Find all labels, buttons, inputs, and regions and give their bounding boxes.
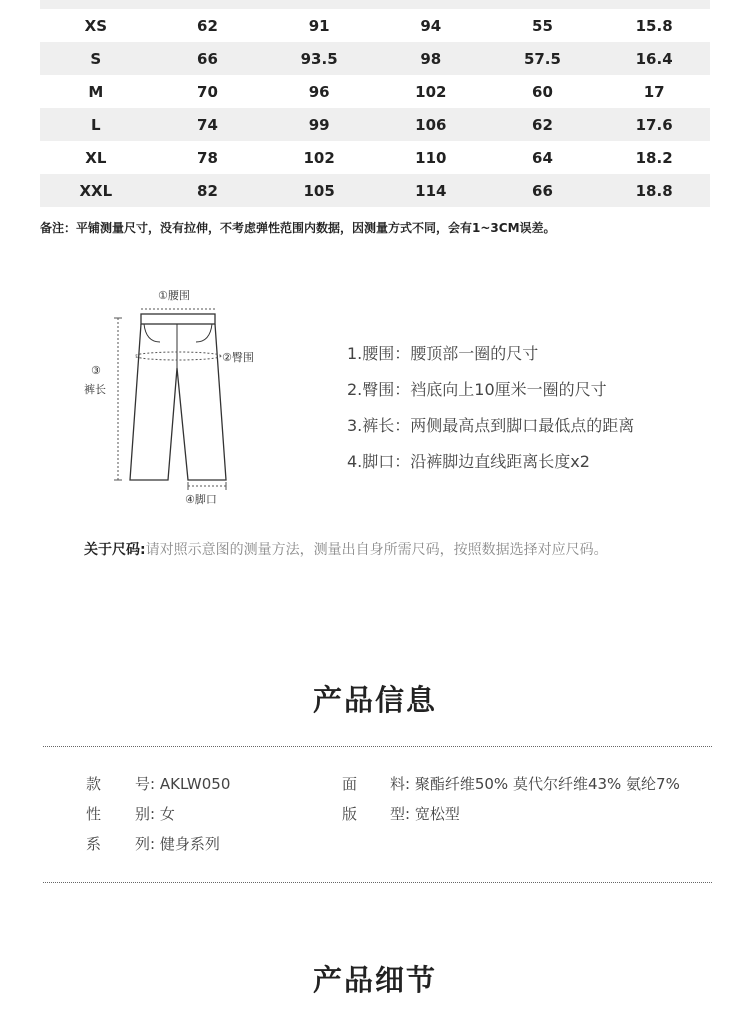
size-guide-body: 请对照示意图的测量方法，测量出自身所需尺码，按照数据选择对应尺码。: [145, 542, 608, 558]
info-value: 健身系列: [159, 835, 220, 853]
info-value: 宽松型: [414, 805, 460, 823]
info-key-suffix: 列:: [135, 835, 156, 853]
table-cell: 96: [308, 82, 330, 101]
info-key-char: 性: [86, 805, 102, 823]
pants-outline-icon: [80, 282, 280, 512]
table-cell: 66: [487, 174, 599, 207]
divider: [43, 746, 712, 747]
waist-label: ①腰围: [158, 289, 190, 302]
info-value: 女: [159, 805, 175, 823]
info-value: 聚酯纤维50% 莫代尔纤维43% 氨纶7%: [414, 775, 680, 793]
table-cell: 94: [420, 16, 442, 35]
size-cell: S: [40, 42, 152, 75]
size-guide-label: 关于尺码:: [84, 542, 146, 558]
divider: [43, 882, 712, 883]
table-cell: 91: [308, 16, 330, 35]
info-row: [86, 799, 726, 829]
table-cell: 70: [197, 82, 218, 101]
table-cell: 18.2: [635, 148, 673, 167]
table-cell: 74: [152, 108, 264, 141]
length-label: 裤长: [84, 383, 106, 396]
table-row: [40, 174, 710, 207]
product-info-title: 产品信息: [312, 683, 437, 717]
info-key-value: [390, 769, 680, 799]
size-cell: XL: [85, 148, 107, 167]
table-cell: 102: [303, 148, 335, 167]
size-cell: XXL: [40, 174, 152, 207]
info-key-suffix: 号:: [135, 775, 156, 793]
table-cell: 102: [415, 82, 447, 101]
table-cell: 106: [375, 108, 487, 141]
info-key-value: [135, 829, 220, 859]
size-cell: L: [40, 108, 152, 141]
table-cell: 82: [152, 174, 264, 207]
info-key-char: 款: [86, 775, 102, 793]
table-cell: 66: [152, 42, 264, 75]
table-cell: 55: [532, 16, 553, 35]
measurement-item: 3.裤长：两侧最高点到脚口最低点的距离: [347, 416, 635, 435]
table-cell: 78: [197, 148, 218, 167]
measurement-item: 4.脚口：沿裤脚边直线距离长度x2: [347, 452, 590, 471]
table-cell: 57.5: [487, 42, 599, 75]
table-cell: 64: [532, 148, 553, 167]
table-row: [40, 9, 710, 42]
info-key-char: 系: [86, 835, 102, 853]
table-cell: 17.6: [598, 108, 710, 141]
product-info-block: [86, 769, 726, 859]
table-cell: 18.8: [598, 174, 710, 207]
info-key-value: [390, 799, 460, 829]
table-row: [40, 141, 710, 174]
table-cell: 16.4: [598, 42, 710, 75]
product-detail-title: 产品细节: [312, 963, 437, 997]
info-row: [86, 829, 726, 859]
measurement-list: [347, 342, 634, 486]
info-key-char: 版: [342, 805, 358, 823]
info-key-suffix: 型:: [390, 805, 411, 823]
table-cell: 60: [532, 82, 553, 101]
measurement-note: 备注：平铺测量尺寸，没有拉伸，不考虑弹性范围内数据，因测量方式不同，会有1~3CM误差。: [40, 221, 556, 235]
table-row: [40, 75, 710, 108]
table-cell: 98: [375, 42, 487, 75]
info-row: [86, 769, 726, 799]
length-number: ③: [91, 364, 101, 377]
table-cell: 62: [197, 16, 218, 35]
table-cell: 17: [643, 82, 665, 101]
pants-diagram: [80, 282, 280, 512]
info-key-suffix: 别:: [135, 805, 156, 823]
hip-label: ②臀围: [222, 351, 254, 364]
table-cell: 114: [375, 174, 487, 207]
table-top-band: [40, 0, 710, 9]
table-row: [40, 42, 710, 75]
size-guide-text: [84, 535, 684, 565]
table-cell: 62: [487, 108, 599, 141]
table-cell: 93.5: [263, 42, 375, 75]
hem-label: ④脚口: [185, 493, 217, 506]
table-cell: 15.8: [635, 16, 673, 35]
table-row: [40, 108, 710, 141]
info-value: AKLW050: [159, 775, 231, 793]
measurement-item: 2.臀围：裆底向上10厘米一圈的尺寸: [347, 380, 607, 399]
table-cell: 110: [415, 148, 447, 167]
measurement-item: 1.腰围：腰顶部一圈的尺寸: [347, 344, 539, 363]
size-cell: XS: [84, 16, 108, 35]
table-cell: 105: [263, 174, 375, 207]
info-key-value: [135, 799, 175, 829]
info-key-suffix: 料:: [390, 775, 411, 793]
size-cell: M: [88, 82, 104, 101]
info-key-char: 面: [342, 775, 358, 793]
info-key-value: [135, 769, 230, 799]
size-table: [40, 9, 710, 207]
table-cell: 99: [263, 108, 375, 141]
